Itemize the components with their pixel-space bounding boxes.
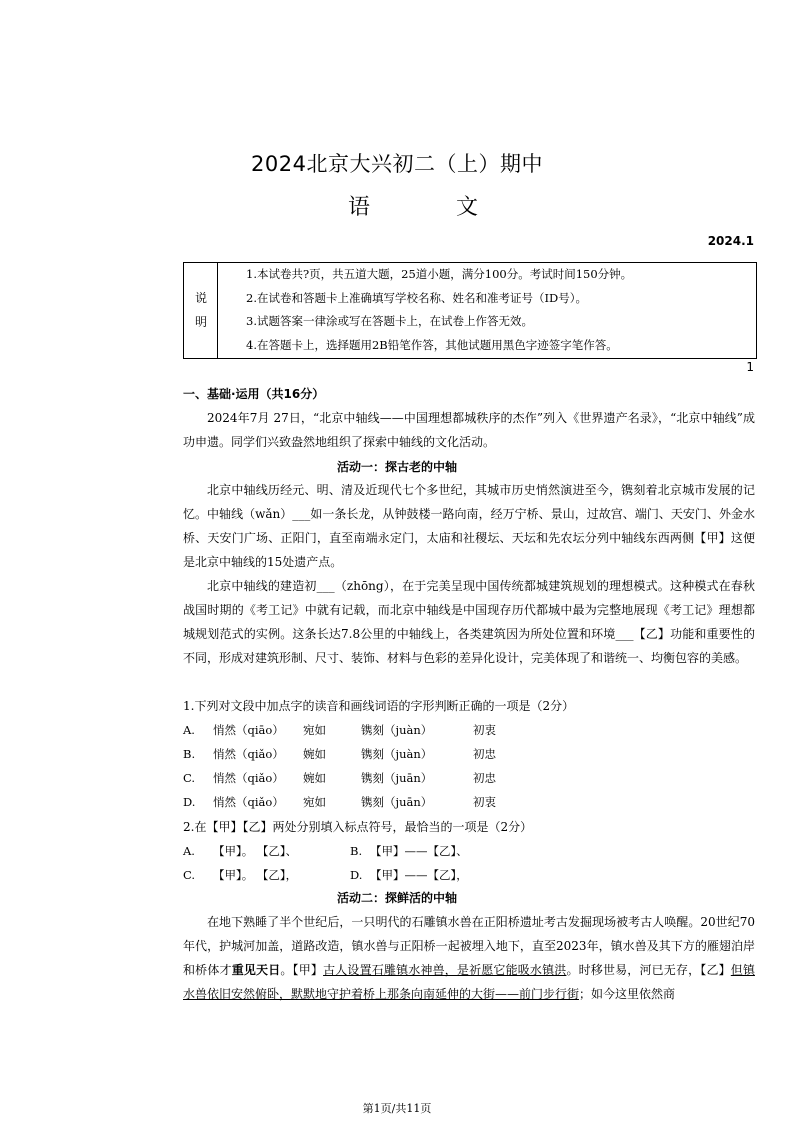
option-text: 宛如	[303, 723, 326, 737]
option-text: 镌刻（juàn）	[361, 723, 433, 737]
subject-title: 语 文	[347, 195, 510, 220]
bold-phrase: 重见天日	[231, 963, 281, 977]
option-letter: A.	[183, 844, 195, 858]
option-text: 婉如	[303, 771, 326, 785]
option-text: 【甲】。 【乙】，	[213, 868, 298, 882]
instructions-label	[184, 263, 218, 358]
option-text: 初衷	[473, 795, 496, 809]
option-letter: A.	[183, 723, 195, 737]
option-text: 初忠	[473, 771, 496, 785]
exam-date: 2024.1	[707, 234, 754, 248]
question-stem: 2.在【甲】【乙】两处分别填入标点符号，最恰当的一项是（2分）	[183, 820, 533, 834]
answer-option	[183, 722, 496, 738]
answer-option	[183, 746, 496, 762]
option-text: 镌刻（juàn）	[361, 747, 433, 761]
option-text: 悄然（qiǎo）	[213, 795, 284, 809]
instructions-box	[183, 262, 757, 359]
option-letter: D.	[350, 868, 363, 882]
option-letter: B.	[183, 747, 196, 761]
option-text: 宛如	[303, 795, 326, 809]
option-letter: C.	[183, 868, 196, 882]
activity-heading: 活动一：探古老的中轴	[336, 460, 457, 474]
text-run: 在地下熟睡了半个世纪后，一只明代的石雕镇水兽在正阳桥遗址考古发掘现场被考古人唤醒。20世纪70年代，护城河加盖，道路改造，镇水兽与正阳桥一起被埋入地下，直至2023年，镇水兽及其下方的雁翅泊岸和桥体才	[183, 915, 755, 977]
option-letter: C.	[183, 771, 196, 785]
page-marker: 1	[746, 360, 754, 374]
activity-paragraph: 北京中轴线历经元、明、清及近现代七个多世纪，其城市历史悄然演进至今，镌刻着北京城市发展的记忆。中轴线（wǎn）___如一条长龙，从钟鼓楼一路向南，经万宁桥、景山，过故宫、端门、天安门、外金水桥、天安门广场、正阳门，直至南端永定门，太庙和社稷坛、天坛和先农坛分列中轴线东西两侧【甲】这便是北京中轴线的15处遗产点。	[183, 483, 755, 569]
option-text: 初忠	[473, 747, 496, 761]
option-text: 【甲】。 【乙】、	[213, 844, 298, 858]
answer-option	[183, 794, 496, 810]
intro-paragraph: 2024年7月 27日，“北京中轴线——中国理想都城秩序的杰作”列入《世界遗产名录》，“北京中轴线”成功申遗。同学们兴致盎然地组织了探索中轴线的文化活动。	[183, 411, 755, 449]
text-run: 。时移世易，河已无存，【乙】	[566, 963, 731, 977]
option-text: 初衷	[473, 723, 496, 737]
option-text: 悄然（qiǎo）	[213, 771, 284, 785]
page-title: 2024北京大兴初二（上）期中	[251, 152, 543, 176]
answer-option-row	[183, 867, 468, 883]
option-text: 悄然（qiǎo）	[213, 747, 284, 761]
option-text: 镌刻（juān）	[361, 795, 433, 809]
option-text: 【甲】——【乙】、	[370, 844, 468, 858]
page-footer: 第1页/共11页	[362, 1102, 432, 1115]
answer-option	[183, 770, 496, 786]
underlined-sentence: 古人设置石雕镇水神兽，是祈愿它能吸水镇洪	[323, 963, 567, 977]
instructions-label-char: 明	[195, 315, 208, 329]
instruction-item: 3.试题答案一律涂或写在答题卡上，在试卷上作答无效。	[246, 314, 533, 329]
option-text: 婉如	[303, 747, 326, 761]
instructions-label-char: 说	[195, 291, 208, 305]
option-text: 悄然（qiāo）	[213, 723, 284, 737]
activity-paragraph	[183, 910, 755, 1006]
answer-option-row	[183, 843, 468, 859]
text-run: 。【甲】	[280, 963, 324, 977]
option-letter: D.	[183, 795, 196, 809]
instruction-item: 2.在试卷和答题卡上准确填写学校名称、姓名和准考证号（ID号）。	[246, 290, 587, 305]
question-stem: 1.下列对文段中加点字的读音和画线词语的字形判断正确的一项是（2分）	[183, 699, 575, 713]
instructions-list	[246, 263, 632, 358]
activity-paragraph: 北京中轴线的建造初___（zhōng），在于完美呈现中国传统都城建筑规划的理想模式。这种模式在春秋战国时期的《考工记》中就有记载，而北京中轴线是中国现存历代都城中最为完整地展现《考工记》理想都城规划范式的实例。这条长达7.8公里的中轴线上，各类建筑因为所处位置和环境___【乙】功能和重要性的不同，形成对建筑形制、尺寸、装饰、材料与色彩的差异化设计，完美体现了和谐统一、均衡包容的美感。	[183, 579, 755, 665]
section-heading: 一、基础·运用（共16分）	[183, 387, 325, 401]
option-text: 镌刻（juān）	[361, 771, 433, 785]
text-run: ；如今这里依然商	[579, 987, 676, 1001]
option-letter: B.	[350, 844, 363, 858]
underlined-sentence: 但镇水兽依旧安然俯卧，默默地守护着桥上那条向南延伸的大街——前门步行街	[183, 963, 755, 1001]
instruction-item: 4.在答题卡上，选择题用2B铅笔作答，其他试题用黑色字迹签字笔作答。	[246, 338, 618, 353]
instruction-item: 1.本试卷共?页，共五道大题，25道小题，满分100分。考试时间150分钟。	[246, 267, 633, 281]
option-text: 【甲】——【乙】，	[370, 868, 468, 882]
activity-heading: 活动二：探鲜活的中轴	[336, 891, 457, 905]
